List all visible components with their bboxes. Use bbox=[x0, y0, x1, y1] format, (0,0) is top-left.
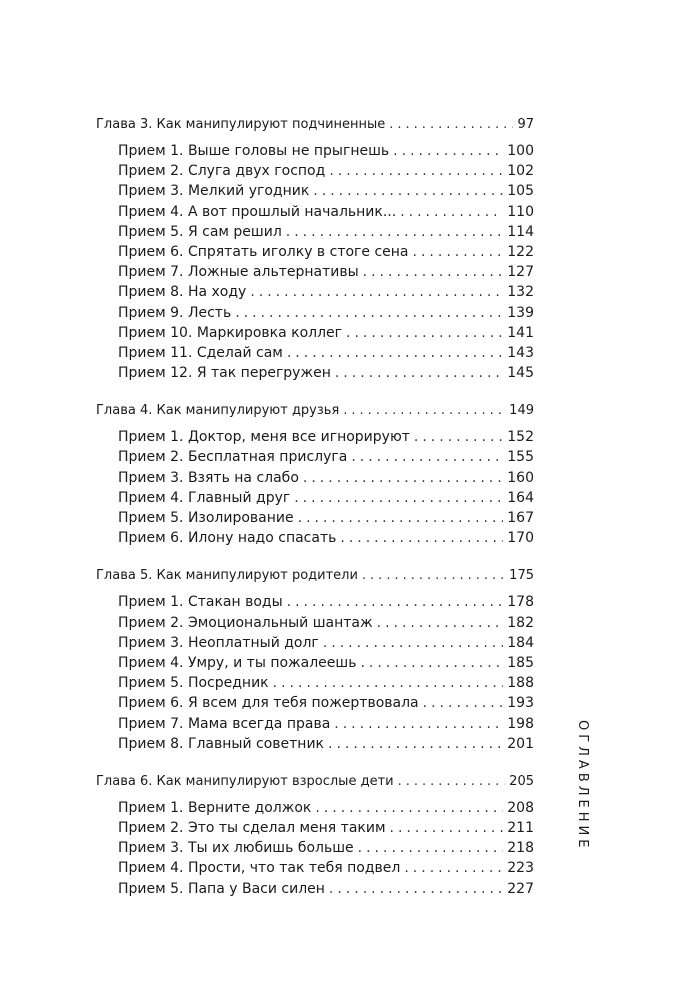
entry-title: Прием 2. Слуга двух господ bbox=[118, 163, 326, 180]
page-number: 175 bbox=[509, 568, 534, 584]
chapter-heading bbox=[96, 115, 534, 135]
toc-entry bbox=[96, 528, 534, 548]
toc-entry bbox=[96, 653, 534, 673]
entry-title: Прием 3. Взять на слабо bbox=[118, 469, 299, 486]
page-number: 155 bbox=[507, 449, 534, 466]
page-number: 145 bbox=[507, 365, 534, 382]
dot-leader bbox=[340, 528, 503, 548]
dot-leader bbox=[398, 772, 506, 792]
entry-title: Прием 2. Эмоциональный шантаж bbox=[118, 614, 373, 631]
page-number: 143 bbox=[507, 344, 534, 361]
dot-leader bbox=[346, 323, 503, 343]
toc-entry bbox=[96, 633, 534, 653]
dot-leader bbox=[414, 427, 503, 447]
toc-entry bbox=[96, 141, 534, 161]
entry-title: Прием 4. Умру, и ты пожалеешь bbox=[118, 654, 357, 671]
toc-section bbox=[96, 566, 534, 754]
entry-title: Прием 7. Мама всегда права bbox=[118, 715, 331, 732]
chapter-title: Глава 6. Как манипулируют взрослые дети bbox=[96, 773, 394, 789]
page-number: 160 bbox=[507, 469, 534, 486]
toc-entry bbox=[96, 838, 534, 858]
entry-title: Прием 9. Лесть bbox=[118, 304, 232, 321]
entry-title: Прием 2. Бесплатная прислуга bbox=[118, 449, 348, 466]
dot-leader bbox=[250, 282, 503, 302]
page-number: 182 bbox=[507, 614, 534, 631]
dot-leader bbox=[287, 592, 504, 612]
toc-entry bbox=[96, 858, 534, 878]
dot-leader bbox=[393, 141, 503, 161]
entry-title: Прием 6. Я всем для тебя пожертвовала bbox=[118, 695, 419, 712]
entry-title: Прием 6. Спрятать иголку в стоге сена bbox=[118, 243, 409, 260]
entry-title: Прием 8. Главный советник bbox=[118, 735, 325, 752]
dot-leader bbox=[362, 566, 505, 586]
entry-title: Прием 12. Я так перегружен bbox=[118, 365, 331, 382]
dot-leader bbox=[329, 879, 503, 899]
page-number: 102 bbox=[507, 163, 534, 180]
dot-leader bbox=[377, 613, 504, 633]
dot-leader bbox=[303, 468, 503, 488]
dot-leader bbox=[390, 818, 504, 838]
dot-leader bbox=[343, 401, 505, 421]
entry-title: Прием 6. Илону надо спасать bbox=[118, 530, 337, 547]
toc-entry bbox=[96, 222, 534, 242]
entry-title: Прием 4. Прости, что так тебя подвел bbox=[118, 860, 401, 877]
entry-title: Прием 4. А вот прошлый начальник... bbox=[118, 203, 397, 220]
dot-leader bbox=[298, 508, 504, 528]
entry-title: Прием 1. Верните должок bbox=[118, 799, 312, 816]
toc-entry bbox=[96, 161, 534, 181]
side-title: ОГЛАВЛЕНИЕ bbox=[575, 720, 590, 852]
toc-entry bbox=[96, 202, 534, 222]
page-number: 141 bbox=[507, 324, 534, 341]
page-number: 198 bbox=[507, 715, 534, 732]
toc-entry bbox=[96, 282, 534, 302]
entry-title: Прием 2. Это ты сделал меня таким bbox=[118, 820, 386, 837]
toc-entry bbox=[96, 303, 534, 323]
toc-section bbox=[96, 115, 534, 383]
toc-entry bbox=[96, 818, 534, 838]
page-number: 188 bbox=[507, 675, 534, 692]
toc-entry bbox=[96, 468, 534, 488]
toc-entry bbox=[96, 447, 534, 467]
dot-leader bbox=[423, 693, 504, 713]
page-number: 227 bbox=[507, 880, 534, 897]
toc-section bbox=[96, 772, 534, 899]
chapter-title: Глава 3. Как манипулируют подчиненные bbox=[96, 117, 386, 132]
table-of-contents bbox=[96, 115, 534, 917]
dot-leader bbox=[313, 181, 503, 201]
page-number: 122 bbox=[507, 243, 534, 260]
dot-leader bbox=[323, 633, 503, 653]
page-number: 184 bbox=[507, 634, 534, 651]
page-number: 185 bbox=[507, 654, 534, 671]
toc-entry bbox=[96, 343, 534, 363]
page-number: 223 bbox=[507, 860, 534, 877]
page-number: 149 bbox=[509, 403, 534, 419]
entry-title: Прием 4. Главный друг bbox=[118, 489, 291, 506]
toc-entry bbox=[96, 181, 534, 201]
toc-entry bbox=[96, 734, 534, 754]
entry-title: Прием 5. Изолирование bbox=[118, 510, 294, 526]
page-number: 164 bbox=[507, 489, 534, 506]
entry-title: Прием 8. На ходу bbox=[118, 284, 247, 301]
page-number: 110 bbox=[507, 203, 534, 220]
dot-leader bbox=[389, 115, 513, 135]
toc-entry bbox=[96, 262, 534, 282]
dot-leader bbox=[315, 798, 503, 818]
dot-leader bbox=[413, 242, 504, 262]
toc-entry bbox=[96, 798, 534, 818]
page-number: 114 bbox=[507, 223, 534, 240]
dot-leader bbox=[351, 447, 503, 467]
page-number: 97 bbox=[517, 117, 534, 132]
toc-entry bbox=[96, 323, 534, 343]
entry-title: Прием 3. Неоплатный долг bbox=[118, 634, 319, 651]
dot-leader bbox=[329, 161, 503, 181]
dot-leader bbox=[328, 734, 503, 754]
page-number: 127 bbox=[507, 264, 534, 281]
dot-leader bbox=[335, 363, 503, 383]
entry-title: Прием 5. Папа у Васи силен bbox=[118, 880, 325, 897]
dot-leader bbox=[404, 858, 503, 878]
page-number: 132 bbox=[507, 284, 534, 301]
toc-entry bbox=[96, 693, 534, 713]
dot-leader bbox=[273, 673, 504, 693]
chapter-title: Глава 4. Как манипулируют друзья bbox=[96, 403, 340, 419]
page-number: 178 bbox=[507, 594, 534, 611]
page-number: 152 bbox=[507, 429, 534, 446]
page-number: 170 bbox=[507, 530, 534, 547]
toc-entry bbox=[96, 242, 534, 262]
toc-entry bbox=[96, 879, 534, 899]
dot-leader bbox=[358, 838, 504, 858]
chapter-title: Глава 5. Как манипулируют родители bbox=[96, 568, 358, 584]
entry-title: Прием 5. Я сам решил bbox=[118, 223, 282, 240]
dot-leader bbox=[287, 343, 503, 363]
chapter-heading bbox=[96, 566, 534, 586]
entry-title: Прием 1. Стакан воды bbox=[118, 594, 283, 611]
dot-leader bbox=[363, 262, 504, 282]
page-number: 218 bbox=[507, 840, 534, 857]
dot-leader bbox=[334, 714, 503, 734]
entry-title: Прием 11. Сделай сам bbox=[118, 344, 283, 361]
page-number: 211 bbox=[507, 820, 534, 837]
toc-entry bbox=[96, 613, 534, 633]
toc-entry bbox=[96, 714, 534, 734]
page-number: 205 bbox=[509, 773, 534, 789]
toc-entry bbox=[96, 508, 534, 528]
entry-title: Прием 1. Выше головы не прыгнешь bbox=[118, 143, 390, 159]
entry-title: Прием 10. Маркировка коллег bbox=[118, 324, 343, 341]
chapter-heading bbox=[96, 772, 534, 792]
page-number: 208 bbox=[507, 799, 534, 816]
toc-entry bbox=[96, 427, 534, 447]
page-number: 201 bbox=[507, 735, 534, 752]
dot-leader bbox=[294, 488, 503, 508]
chapter-heading bbox=[96, 401, 534, 421]
dot-leader bbox=[235, 303, 503, 323]
dot-leader bbox=[286, 222, 503, 242]
page-number: 105 bbox=[507, 183, 534, 200]
entry-title: Прием 3. Ты их любишь больше bbox=[118, 840, 354, 857]
entry-title: Прием 3. Мелкий угодник bbox=[118, 183, 310, 200]
toc-section bbox=[96, 401, 534, 548]
entry-title: Прием 7. Ложные альтернативы bbox=[118, 264, 359, 281]
page-number: 139 bbox=[507, 304, 534, 321]
dot-leader bbox=[360, 653, 503, 673]
entry-title: Прием 1. Доктор, меня все игнорируют bbox=[118, 429, 410, 446]
dot-leader bbox=[400, 202, 503, 222]
toc-entry bbox=[96, 488, 534, 508]
entry-title: Прием 5. Посредник bbox=[118, 675, 269, 692]
page-number: 100 bbox=[507, 143, 534, 159]
toc-entry bbox=[96, 673, 534, 693]
page-number: 193 bbox=[507, 695, 534, 712]
toc-entry bbox=[96, 363, 534, 383]
toc-entry bbox=[96, 592, 534, 612]
page-number: 167 bbox=[507, 510, 534, 526]
